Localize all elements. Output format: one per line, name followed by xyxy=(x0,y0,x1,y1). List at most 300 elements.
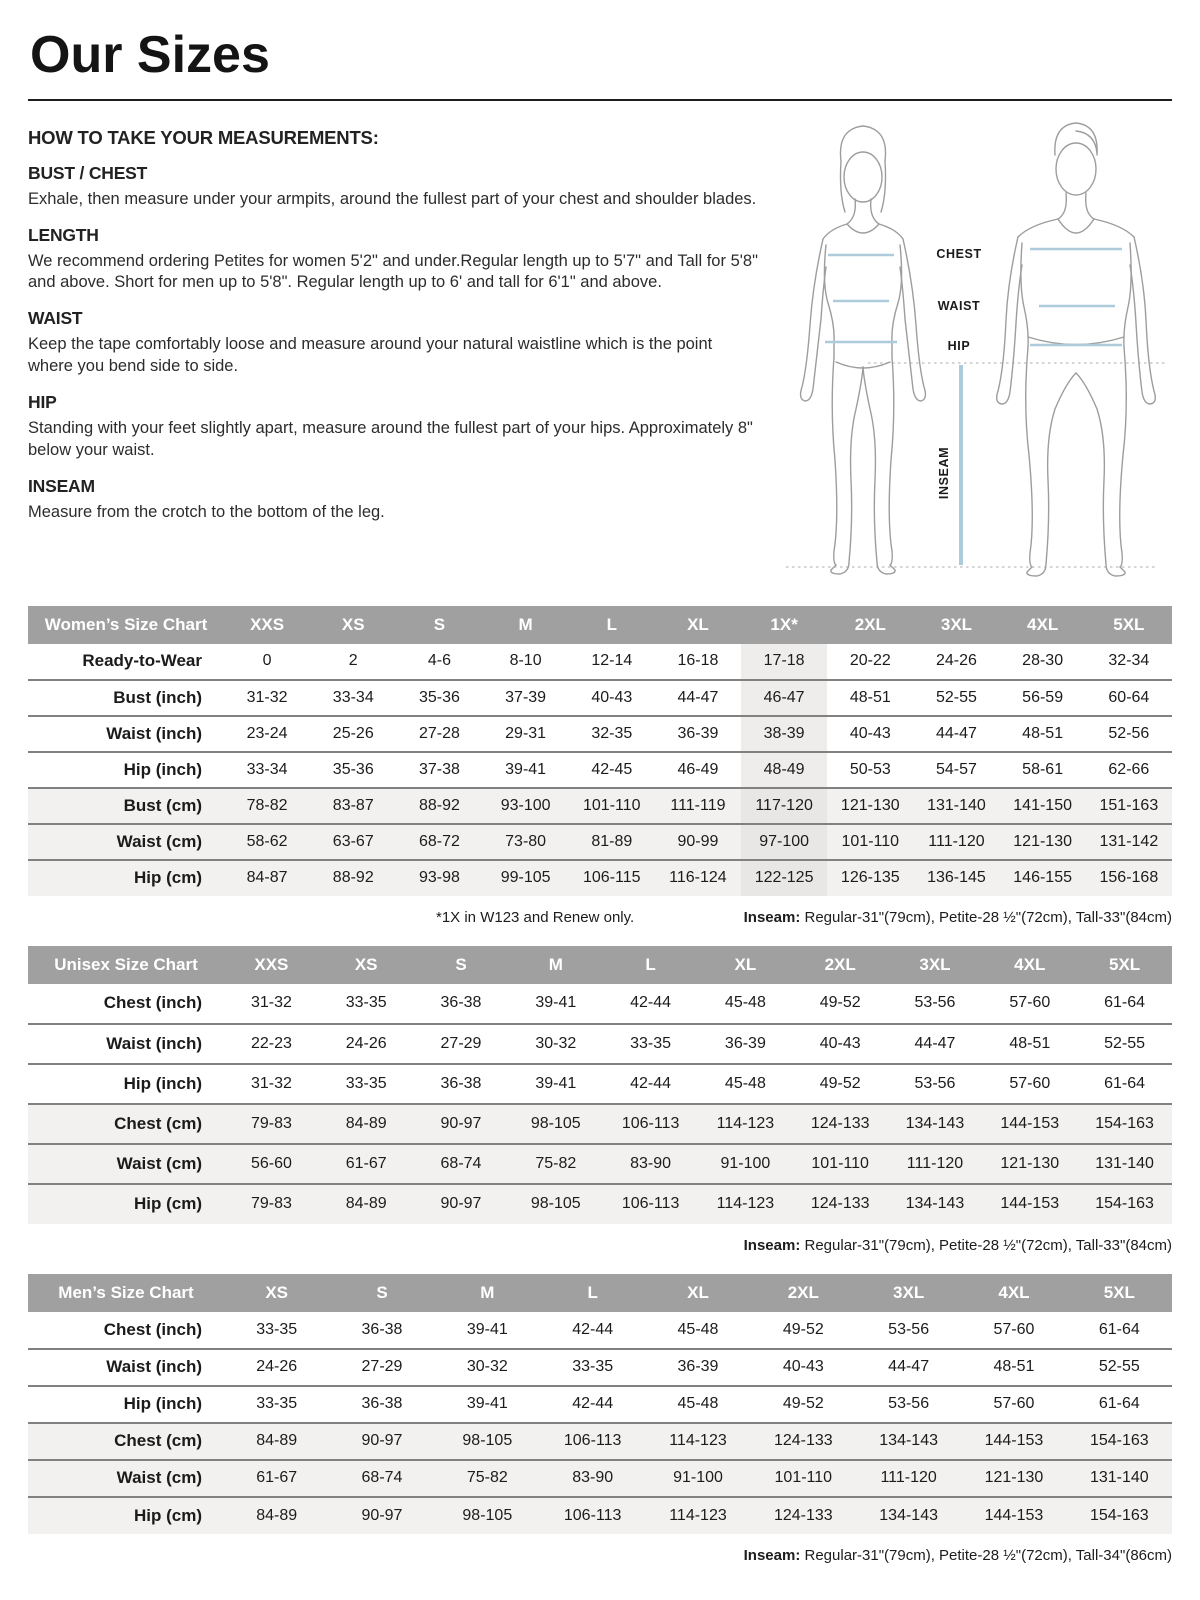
section-length xyxy=(28,225,760,295)
cell: 52-56 xyxy=(1108,724,1150,742)
inseam-note: Inseam: Regular-31"(79cm), Petite-28 ½"(72cm), Tall-33"(84cm) xyxy=(743,908,1172,926)
column-header: 2XL xyxy=(751,1274,856,1312)
row-label: Waist (inch) xyxy=(106,1357,202,1377)
cell: 30-32 xyxy=(535,1034,577,1052)
section-body: Exhale, then measure under your armpits, around the fullest part of your chest and shoulder blades. xyxy=(28,189,757,208)
column-header: 3XL xyxy=(913,606,999,644)
cell: 116-124 xyxy=(669,869,727,887)
cell: 131-140 xyxy=(1095,1154,1154,1172)
table-row xyxy=(28,716,1172,752)
cell: 48-51 xyxy=(1009,1034,1051,1052)
table-row xyxy=(28,1064,1172,1104)
cell: 42-44 xyxy=(572,1395,614,1413)
column-header: XS xyxy=(224,1274,329,1312)
cell: 40-43 xyxy=(782,1358,824,1376)
womens-table-note xyxy=(28,909,1172,926)
cell: 23-24 xyxy=(246,724,288,742)
cell: 49-52 xyxy=(819,994,861,1012)
cell: 121-130 xyxy=(840,796,900,814)
row-label: Chest (cm) xyxy=(114,1113,202,1133)
cell: 101-110 xyxy=(811,1154,869,1172)
male-figure-outline xyxy=(997,123,1156,576)
cell: 154-163 xyxy=(1095,1114,1154,1132)
cell: 49-52 xyxy=(782,1320,824,1338)
cell: 45-48 xyxy=(677,1395,719,1413)
cell: 27-28 xyxy=(418,724,460,742)
cell: 93-100 xyxy=(500,796,551,814)
asterisk-note: *1X in W123 and Renew only. xyxy=(436,908,635,926)
waist-label: WAIST xyxy=(937,298,981,313)
hip-label: HIP xyxy=(947,338,971,353)
cell: 35-36 xyxy=(332,760,374,778)
cell: 88-92 xyxy=(332,869,374,887)
cell: 68-74 xyxy=(361,1469,403,1487)
table-row xyxy=(28,860,1172,896)
cell: 84-87 xyxy=(246,869,288,887)
inseam-note-label: Inseam: xyxy=(743,1546,801,1564)
cell: 45-48 xyxy=(724,994,766,1012)
table-row xyxy=(28,1104,1172,1144)
cell: 75-82 xyxy=(466,1469,508,1487)
cell: 101-110 xyxy=(774,1469,833,1487)
cell: 37-39 xyxy=(505,688,547,706)
cell: 36-38 xyxy=(361,1395,403,1413)
cell: 40-43 xyxy=(819,1034,861,1052)
cell: 156-168 xyxy=(1099,869,1159,887)
cell: 36-38 xyxy=(440,1074,482,1092)
inseam-note: Inseam: Regular-31"(79cm), Petite-28 ½"(72cm), Tall-33"(84cm) xyxy=(743,1236,1172,1254)
cell: 136-145 xyxy=(927,869,986,887)
cell: 131-142 xyxy=(1099,832,1159,850)
row-label: Hip (cm) xyxy=(134,1194,202,1214)
cell: 44-47 xyxy=(936,724,977,742)
cell: 154-163 xyxy=(1089,1506,1149,1524)
cell: 12-14 xyxy=(591,652,633,670)
cell: 36-39 xyxy=(677,1358,719,1376)
chest-label: CHEST xyxy=(936,246,982,261)
cell: 126-135 xyxy=(840,869,900,887)
table-row xyxy=(28,788,1172,824)
unisex-size-chart-table xyxy=(28,946,1172,1224)
cell: 84-89 xyxy=(345,1195,387,1213)
column-header: L xyxy=(540,1274,645,1312)
cell: 56-60 xyxy=(250,1154,292,1172)
column-header: XL xyxy=(645,1274,750,1312)
cell: 24-26 xyxy=(345,1034,387,1052)
chart-title: Unisex Size Chart xyxy=(28,946,224,984)
cell: 27-29 xyxy=(440,1034,482,1052)
mens-size-chart-table xyxy=(28,1274,1172,1534)
table-row xyxy=(28,1144,1172,1184)
table-row xyxy=(28,1349,1172,1386)
row-label: Hip (cm) xyxy=(134,868,202,888)
table-row xyxy=(28,984,1172,1024)
cell: 99-105 xyxy=(500,869,551,887)
section-title: LENGTH xyxy=(28,224,99,245)
column-header: S xyxy=(329,1274,434,1312)
cell: 88-92 xyxy=(418,796,460,814)
column-header: M xyxy=(435,1274,540,1312)
column-header: 5XL xyxy=(1067,1274,1172,1312)
row-label: Hip (inch) xyxy=(123,759,202,779)
column-header: 5XL xyxy=(1077,946,1172,984)
cell: 73-80 xyxy=(505,832,547,850)
cell: 44-47 xyxy=(677,688,719,706)
cell: 33-35 xyxy=(256,1320,298,1338)
cell: 97-100 xyxy=(741,824,827,860)
cell: 111-120 xyxy=(906,1154,964,1172)
cell: 83-90 xyxy=(630,1154,672,1172)
size-charts xyxy=(28,606,1172,1564)
row-label: Hip (cm) xyxy=(134,1505,202,1525)
inseam-note: Inseam: Regular-31"(79cm), Petite-28 ½"(72cm), Tall-34"(86cm) xyxy=(743,1546,1172,1564)
page-title: Our Sizes xyxy=(30,26,270,84)
cell: 121-130 xyxy=(984,1469,1044,1487)
cell: 31-32 xyxy=(250,994,292,1012)
cell: 48-51 xyxy=(993,1358,1035,1376)
row-label: Ready-to-Wear xyxy=(82,651,202,671)
cell: 90-97 xyxy=(361,1506,403,1524)
cell: 58-61 xyxy=(1022,760,1064,778)
body-measurement-figure xyxy=(774,115,1172,585)
cell: 131-140 xyxy=(927,796,986,814)
unisex-table-note xyxy=(28,1237,1172,1254)
cell: 56-59 xyxy=(1022,688,1064,706)
cell: 117-120 xyxy=(741,788,827,824)
cell: 36-39 xyxy=(724,1034,766,1052)
cell: 36-38 xyxy=(361,1320,403,1338)
table-row xyxy=(28,824,1172,860)
cell: 122-125 xyxy=(741,860,827,896)
table-row xyxy=(28,1386,1172,1423)
cell: 25-26 xyxy=(332,724,374,742)
section-hip xyxy=(28,392,760,462)
column-header: 5XL xyxy=(1086,606,1172,644)
cell: 98-105 xyxy=(462,1506,513,1524)
cell: 40-43 xyxy=(849,724,891,742)
cell: 61-64 xyxy=(1104,1074,1146,1092)
cell: 106-113 xyxy=(621,1114,680,1132)
cell: 146-155 xyxy=(1013,869,1072,887)
section-title: INSEAM xyxy=(28,476,95,497)
cell: 50-53 xyxy=(849,760,891,778)
inseam-note-label: Inseam: xyxy=(743,1236,801,1254)
cell: 154-163 xyxy=(1095,1195,1154,1213)
cell: 98-105 xyxy=(530,1114,581,1132)
cell: 33-35 xyxy=(345,994,387,1012)
cell: 57-60 xyxy=(993,1320,1035,1338)
cell: 68-74 xyxy=(440,1154,482,1172)
cell: 28-30 xyxy=(1022,652,1064,670)
cell: 106-113 xyxy=(563,1432,622,1450)
cell: 53-56 xyxy=(888,1320,930,1338)
column-header: 3XL xyxy=(888,946,983,984)
row-label: Waist (cm) xyxy=(116,831,202,851)
column-header: 4XL xyxy=(982,946,1077,984)
column-header: 4XL xyxy=(1000,606,1086,644)
cell: 111-120 xyxy=(880,1469,937,1487)
intro-section xyxy=(28,125,1172,590)
row-label: Waist (inch) xyxy=(106,1033,202,1053)
cell: 54-57 xyxy=(936,760,977,778)
inseam-note-label: Inseam: xyxy=(743,908,801,926)
cell: 90-97 xyxy=(440,1195,482,1213)
table-row xyxy=(28,1312,1172,1349)
cell: 37-38 xyxy=(418,760,460,778)
row-label: Chest (inch) xyxy=(103,1319,202,1339)
section-bust-chest xyxy=(28,163,760,211)
cell: 60-64 xyxy=(1108,688,1150,706)
section-title: HIP xyxy=(28,392,57,413)
cell: 39-41 xyxy=(535,994,577,1012)
cell: 53-56 xyxy=(888,1395,930,1413)
female-figure-outline xyxy=(801,126,926,574)
cell: 83-87 xyxy=(332,796,374,814)
column-header: S xyxy=(414,946,509,984)
cell: 141-150 xyxy=(1013,796,1072,814)
cell: 38-39 xyxy=(741,716,827,752)
cell: 124-133 xyxy=(773,1506,833,1524)
cell: 61-64 xyxy=(1098,1320,1140,1338)
cell: 36-38 xyxy=(440,994,482,1012)
cell: 106-113 xyxy=(563,1506,622,1524)
cell: 4-6 xyxy=(427,652,451,670)
section-title: WAIST xyxy=(28,308,83,329)
section-waist xyxy=(28,308,760,378)
cell: 44-47 xyxy=(888,1358,930,1376)
row-label: Bust (cm) xyxy=(123,795,202,815)
column-header: 3XL xyxy=(856,1274,961,1312)
header-row xyxy=(28,1274,1172,1312)
table-row xyxy=(28,1024,1172,1064)
cell: 75-82 xyxy=(535,1154,577,1172)
cell: 78-82 xyxy=(246,796,288,814)
cell: 42-44 xyxy=(572,1320,614,1338)
column-header: L xyxy=(569,606,655,644)
row-label: Waist (cm) xyxy=(116,1153,202,1173)
cell: 8-10 xyxy=(509,652,542,670)
table-row xyxy=(28,1460,1172,1497)
cell: 42-44 xyxy=(630,1074,672,1092)
cell: 35-36 xyxy=(418,688,460,706)
cell: 32-34 xyxy=(1108,652,1150,670)
cell: 144-153 xyxy=(984,1506,1044,1524)
cell: 29-31 xyxy=(505,724,547,742)
cell: 101-110 xyxy=(841,832,900,850)
cell: 121-130 xyxy=(1013,832,1072,850)
header-row xyxy=(28,606,1172,644)
mens-table-note xyxy=(28,1547,1172,1564)
table-row xyxy=(28,644,1172,680)
cell: 61-64 xyxy=(1098,1395,1140,1413)
cell: 121-130 xyxy=(1000,1154,1060,1172)
cell: 44-47 xyxy=(914,1034,956,1052)
cell: 93-98 xyxy=(418,869,460,887)
cell: 84-89 xyxy=(256,1432,298,1450)
cell: 134-143 xyxy=(879,1506,938,1524)
cell: 40-43 xyxy=(591,688,633,706)
cell: 134-143 xyxy=(879,1432,938,1450)
cell: 154-163 xyxy=(1089,1432,1149,1450)
section-title: BUST / CHEST xyxy=(28,162,148,183)
how-to-heading: HOW TO TAKE YOUR MEASUREMENTS: xyxy=(28,126,379,148)
cell: 57-60 xyxy=(993,1395,1035,1413)
cell: 131-140 xyxy=(1089,1469,1149,1487)
cell: 144-153 xyxy=(1000,1114,1060,1132)
cell: 33-34 xyxy=(332,688,374,706)
cell: 49-52 xyxy=(782,1395,824,1413)
cell: 24-26 xyxy=(256,1358,298,1376)
cell: 124-133 xyxy=(810,1195,870,1213)
cell: 124-133 xyxy=(773,1432,833,1450)
cell: 79-83 xyxy=(250,1114,292,1132)
cell: 114-123 xyxy=(716,1114,775,1132)
column-header: XL xyxy=(655,606,741,644)
table-row xyxy=(28,680,1172,716)
table-row xyxy=(28,1497,1172,1534)
section-body: We recommend ordering Petites for women 5'2" and under.Regular length up to 5'7" and Tall for 5'8" and above. Short for men up to 5'8". Regular length up to 6' and tall for 6'1" and above. xyxy=(28,251,758,292)
column-header: 4XL xyxy=(961,1274,1066,1312)
cell: 48-49 xyxy=(741,752,827,788)
column-header: XL xyxy=(698,946,793,984)
cell: 39-41 xyxy=(466,1395,508,1413)
cell: 45-48 xyxy=(724,1074,766,1092)
womens-size-chart-block xyxy=(28,606,1172,926)
cell: 31-32 xyxy=(246,688,288,706)
column-header: 2XL xyxy=(793,946,888,984)
cell: 114-123 xyxy=(716,1195,775,1213)
cell: 63-67 xyxy=(332,832,374,850)
cell: 33-35 xyxy=(630,1034,672,1052)
womens-size-chart-table xyxy=(28,606,1172,896)
column-header: XXS xyxy=(224,946,319,984)
cell: 90-97 xyxy=(440,1114,482,1132)
cell: 98-105 xyxy=(530,1195,581,1213)
chart-title: Men’s Size Chart xyxy=(28,1274,224,1312)
cell: 20-22 xyxy=(849,652,891,670)
row-label: Waist (inch) xyxy=(106,723,202,743)
column-header: L xyxy=(603,946,698,984)
cell: 61-67 xyxy=(345,1154,387,1172)
cell: 114-123 xyxy=(669,1506,727,1524)
cell: 31-32 xyxy=(250,1074,292,1092)
row-label: Bust (inch) xyxy=(113,687,202,707)
cell: 42-45 xyxy=(591,760,633,778)
table-row xyxy=(28,752,1172,788)
cell: 36-39 xyxy=(677,724,719,742)
cell: 33-34 xyxy=(246,760,288,778)
cell: 53-56 xyxy=(914,994,956,1012)
cell: 106-113 xyxy=(621,1195,680,1213)
cell: 151-163 xyxy=(1099,796,1159,814)
cell: 32-35 xyxy=(591,724,633,742)
cell: 24-26 xyxy=(936,652,977,670)
cell: 45-48 xyxy=(677,1320,719,1338)
cell: 48-51 xyxy=(1022,724,1064,742)
cell: 33-35 xyxy=(256,1395,298,1413)
cell: 30-32 xyxy=(466,1358,508,1376)
measurement-instructions xyxy=(28,125,760,539)
cell: 134-143 xyxy=(905,1195,965,1213)
cell: 52-55 xyxy=(1098,1358,1140,1376)
unisex-size-chart-block xyxy=(28,946,1172,1254)
column-header: XS xyxy=(319,946,414,984)
cell: 2 xyxy=(348,652,358,670)
inseam-label: INSEAM xyxy=(937,446,951,499)
cell: 114-123 xyxy=(669,1432,727,1450)
column-header: M xyxy=(508,946,603,984)
cell: 91-100 xyxy=(673,1469,723,1487)
cell: 46-49 xyxy=(677,760,719,778)
section-body: Measure from the crotch to the bottom of the leg. xyxy=(28,503,385,522)
table-row xyxy=(28,1423,1172,1460)
cell: 144-153 xyxy=(1000,1195,1060,1213)
cell: 22-23 xyxy=(250,1034,292,1052)
cell: 124-133 xyxy=(810,1114,870,1132)
cell: 81-89 xyxy=(591,832,633,850)
cell: 52-55 xyxy=(936,688,977,706)
measurement-diagram xyxy=(774,115,1172,590)
cell: 52-55 xyxy=(1104,1034,1146,1052)
cell: 79-83 xyxy=(250,1195,292,1213)
cell: 49-52 xyxy=(819,1074,861,1092)
cell: 134-143 xyxy=(905,1114,965,1132)
cell: 57-60 xyxy=(1009,1074,1051,1092)
row-label: Hip (inch) xyxy=(123,1394,202,1414)
cell: 42-44 xyxy=(630,994,672,1012)
cell: 16-18 xyxy=(677,652,719,670)
section-inseam xyxy=(28,476,760,524)
column-header: 2XL xyxy=(827,606,913,644)
cell: 61-64 xyxy=(1104,994,1146,1012)
column-header: S xyxy=(396,606,482,644)
cell: 58-62 xyxy=(246,832,288,850)
table-row xyxy=(28,1184,1172,1224)
mens-size-chart-block xyxy=(28,1274,1172,1564)
cell: 101-110 xyxy=(583,796,641,814)
cell: 33-35 xyxy=(572,1358,614,1376)
cell: 68-72 xyxy=(418,832,460,850)
row-label: Waist (cm) xyxy=(116,1468,202,1488)
cell: 144-153 xyxy=(984,1432,1044,1450)
cell: 90-99 xyxy=(677,832,719,850)
column-header: M xyxy=(483,606,569,644)
cell: 61-67 xyxy=(256,1469,298,1487)
row-label: Chest (inch) xyxy=(103,993,202,1013)
cell: 53-56 xyxy=(914,1074,956,1092)
cell: 46-47 xyxy=(741,680,827,716)
cell: 111-119 xyxy=(670,796,726,814)
row-label: Hip (inch) xyxy=(123,1073,202,1093)
row-label: Chest (cm) xyxy=(114,1431,202,1451)
cell: 0 xyxy=(262,652,272,670)
cell: 98-105 xyxy=(462,1432,513,1450)
cell: 33-35 xyxy=(345,1074,387,1092)
cell: 62-66 xyxy=(1108,760,1150,778)
cell: 91-100 xyxy=(720,1154,771,1172)
cell: 39-41 xyxy=(466,1320,508,1338)
cell: 57-60 xyxy=(1009,994,1051,1012)
column-header: XS xyxy=(310,606,396,644)
cell: 84-89 xyxy=(256,1506,298,1524)
column-header: XXS xyxy=(224,606,310,644)
cell: 111-120 xyxy=(928,832,985,850)
cell: 48-51 xyxy=(849,688,891,706)
cell: 83-90 xyxy=(572,1469,614,1487)
cell: 39-41 xyxy=(505,760,547,778)
column-header: 1X* xyxy=(741,606,827,644)
cell: 27-29 xyxy=(361,1358,403,1376)
